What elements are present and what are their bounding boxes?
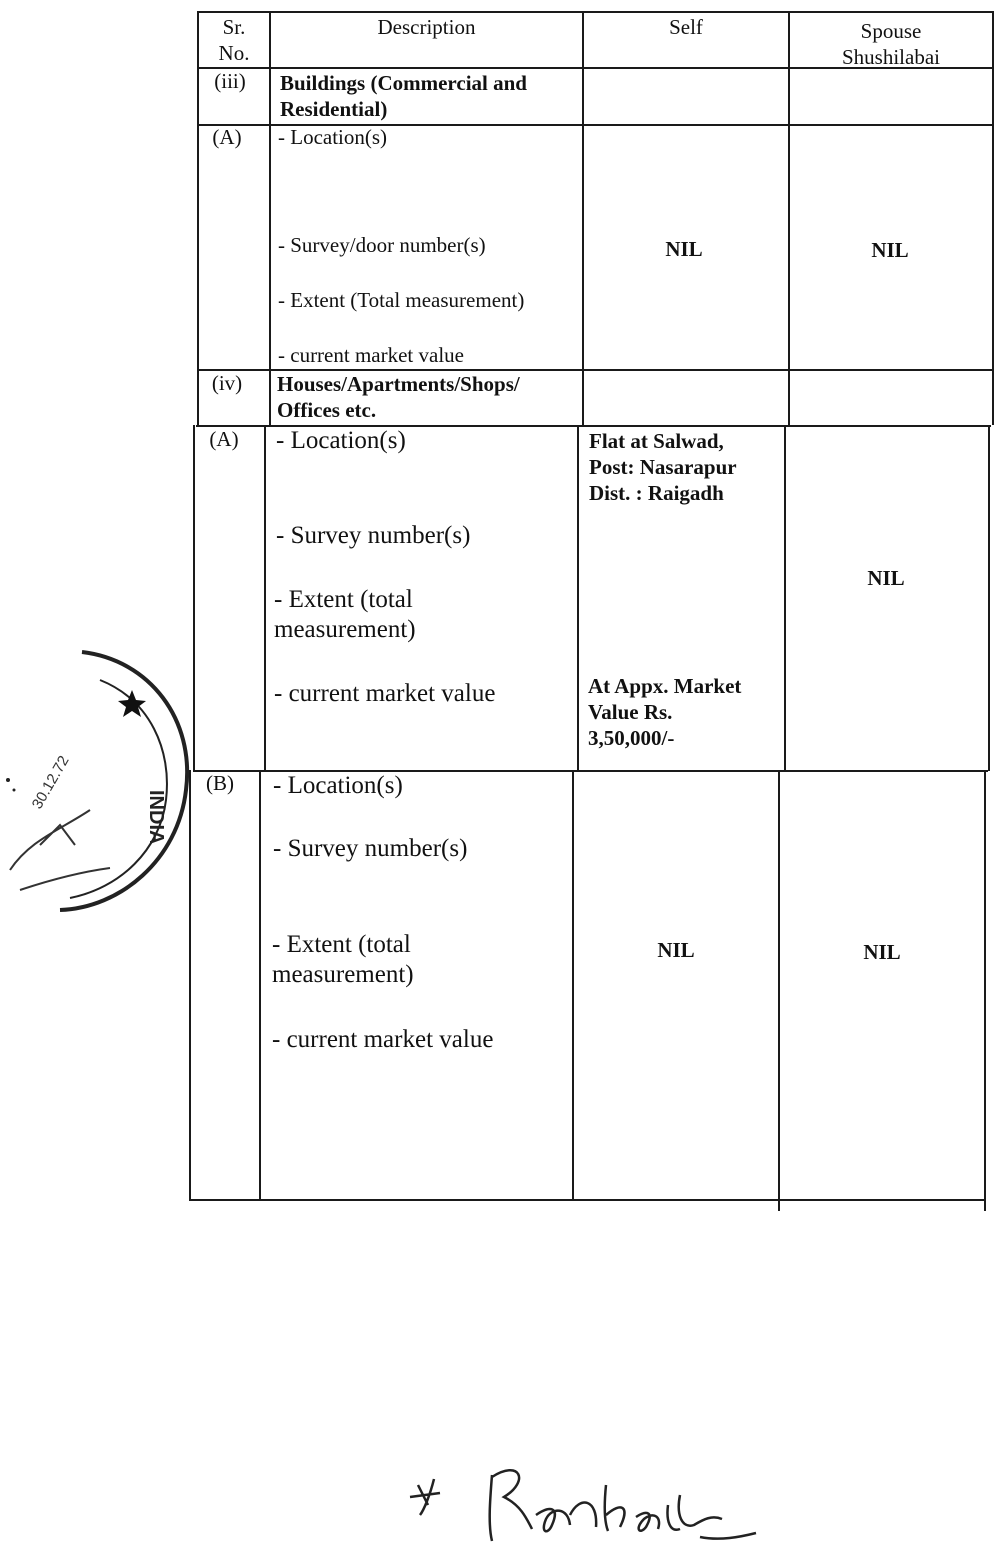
row-iv-a-self-value: At Appx. Market Value Rs. 3,50,000/- — [588, 674, 742, 750]
row-iv-b-survey: - Survey number(s) — [273, 835, 468, 862]
rule-col1 — [269, 11, 271, 425]
seal-stamp-icon — [0, 640, 200, 920]
rule-col2 — [582, 11, 584, 425]
header-sr-no: Sr. No. — [218, 15, 250, 65]
svg-text:INDIA: INDIA — [145, 790, 167, 845]
row-iv-sr: (iv) — [211, 371, 243, 395]
row-iii-a-extent: - Extent (Total measurement) — [278, 288, 525, 312]
header-spouse: Spouse Shushilabai — [842, 19, 940, 69]
rule-right — [992, 11, 994, 425]
row-iii-a-survey: - Survey/door number(s) — [278, 233, 486, 257]
rule-right-3 — [984, 770, 986, 1211]
row-iv-a-value: - current market value — [274, 680, 496, 707]
row-iii-a-value: - current market value — [278, 343, 464, 367]
row-iii-a-self: NIL — [665, 237, 703, 261]
row-iv-b-value: - current market value — [272, 1026, 494, 1053]
rule-col1-2 — [264, 425, 266, 771]
row-iv-b-self: NIL — [657, 938, 695, 962]
rule-col3 — [788, 11, 790, 425]
signature-icon — [400, 1455, 760, 1555]
row-iv-title: Houses/Apartments/Shops/ Offices etc. — [277, 372, 520, 422]
row-iii-sr: (iii) — [214, 69, 246, 93]
rule-col3-2 — [784, 425, 786, 771]
row-iii-a-sr: (A) — [212, 125, 242, 149]
rule-col2-3 — [572, 770, 574, 1201]
row-iv-a-self-location: Flat at Salwad, Post: Nasarapur Dist. : Raigadh — [589, 429, 737, 505]
row-iv-a-survey: - Survey number(s) — [276, 522, 471, 549]
row-iv-b-sr: (B) — [206, 771, 234, 795]
rule-bottom — [189, 1199, 984, 1201]
row-iv-a-sr: (A) — [209, 427, 239, 451]
row-iv-a-location: - Location(s) — [276, 427, 406, 454]
rule-col1-3 — [259, 770, 261, 1201]
rule-col3-3 — [778, 770, 780, 1211]
row-iv-b-location: - Location(s) — [273, 772, 403, 799]
row-iv-b-spouse: NIL — [863, 940, 901, 964]
row-iii-a-location: - Location(s) — [278, 125, 388, 149]
row-iv-a-extent: - Extent (total measurement) — [274, 586, 416, 643]
rule-top — [199, 11, 993, 13]
header-self: Self — [669, 15, 703, 39]
row-iii-a-spouse: NIL — [871, 238, 909, 262]
row-iv-a-spouse: NIL — [867, 566, 905, 590]
row-iv-b-extent: - Extent (total measurement) — [272, 931, 414, 988]
header-description: Description — [377, 15, 476, 39]
svg-text:30.12.72: 30.12.72 — [28, 752, 73, 812]
row-iii-title: Buildings (Commercial and Residential) — [280, 71, 527, 121]
rule-col2-2 — [577, 425, 579, 771]
rule-right-2 — [988, 425, 990, 771]
